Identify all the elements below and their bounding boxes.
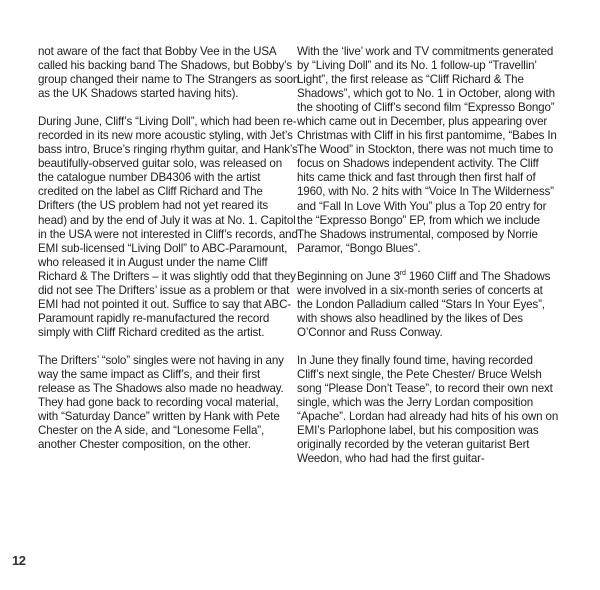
right-paragraph-2 (297, 270, 559, 340)
left-paragraph-3: The Drifters’ “solo” singles were not having in any way the same impact as Cliff’s, and their first release as The Shadows also made no headway. They had gone back to recording vocal material, with “Saturday Dance” written by Hank with Pete Chester on the A side, and “Lonesome Fella”, another Chester composition, on the other. (38, 353, 284, 452)
left-paragraph-2: During June, Cliff’s “Living Doll”, which had been re-recorded in its new more acoustic styling, with Jet’s bass intro, Bruce’s ringing rhythm guitar, and Hank’s beautifully-observed guitar solo, was released on the catalogue number DB4306 with the artist credited on the label as Cliff Richard and The Drifters (the US problem had not yet reared its head) and by the end of July it was at No. 1. Capitol in the USA were not interested in Cliff’s records, and EMI sub-licensed “Living Doll” to ABC-Paramount, who released it in August under the name Cliff Richard & The Drifters – it was slightly odd that they did not see The Drifters’ issue as a problem or that EMI had not pointed it out. Suffice to say that ABC-Paramount rapidly re-manufactured the record simply with Cliff Richard credited as the artist. (38, 115, 298, 339)
right-paragraph-2-rest: 1960 Cliff and The Shadows were involved in a six-month series of concerts at the London Palladium called “Stars In Your Eyes”, with shows also headlined by the likes of Des O’Connor and Russ Conway. (297, 269, 551, 339)
page-number: 12 (12, 553, 26, 568)
right-paragraph-2-start: Beginning on June 3 (297, 269, 400, 283)
left-paragraph-1: not aware of the fact that Bobby Vee in the USA called his backing band The Shadows, but Bobby’s group changed their name to The Strangers as soon as the UK Shadows started having hits). (38, 45, 300, 101)
left-text-column (38, 45, 300, 466)
ordinal-suffix: rd (399, 269, 406, 277)
right-text-column (297, 45, 559, 480)
right-paragraph-3: In June they finally found time, having recorded Cliff’s next single, the Pete Chester/ Bruce Welsh song “Please Don’t Tease”, to record their own next single, which was the Jerry Lordan composition “Apache”. Lordan had already had hits of his own on EMI’s Parlophone label, but his composition was originally recorded by the veteran guitarist Bert Weedon, who had had the first guitar- (297, 353, 559, 466)
right-paragraph-1: With the ‘live’ work and TV commitments generated by “Living Doll” and its No. 1 follow-up “Travellin’ Light”, the first release as “Cliff Richard & The Shadows”, which got to No. 1 in October, along with the shooting of Cliff’s second film “Expresso Bongo” which came out in December, plus appearing over Christmas with Cliff in his first pantomime, “Babes In The Wood” in Stockton, there was not much time to focus on Shadows independent activity. The Cliff hits came thick and fast through then first half of 1960, with No. 2 hits with “Voice In The Wilderness” and “Fall In Love With You” plus a Top 20 entry for the “Expresso Bongo” EP, from which we include The Shadows instrumental, composed by Norrie Paramor, “Bongo Blues”. (297, 45, 557, 255)
